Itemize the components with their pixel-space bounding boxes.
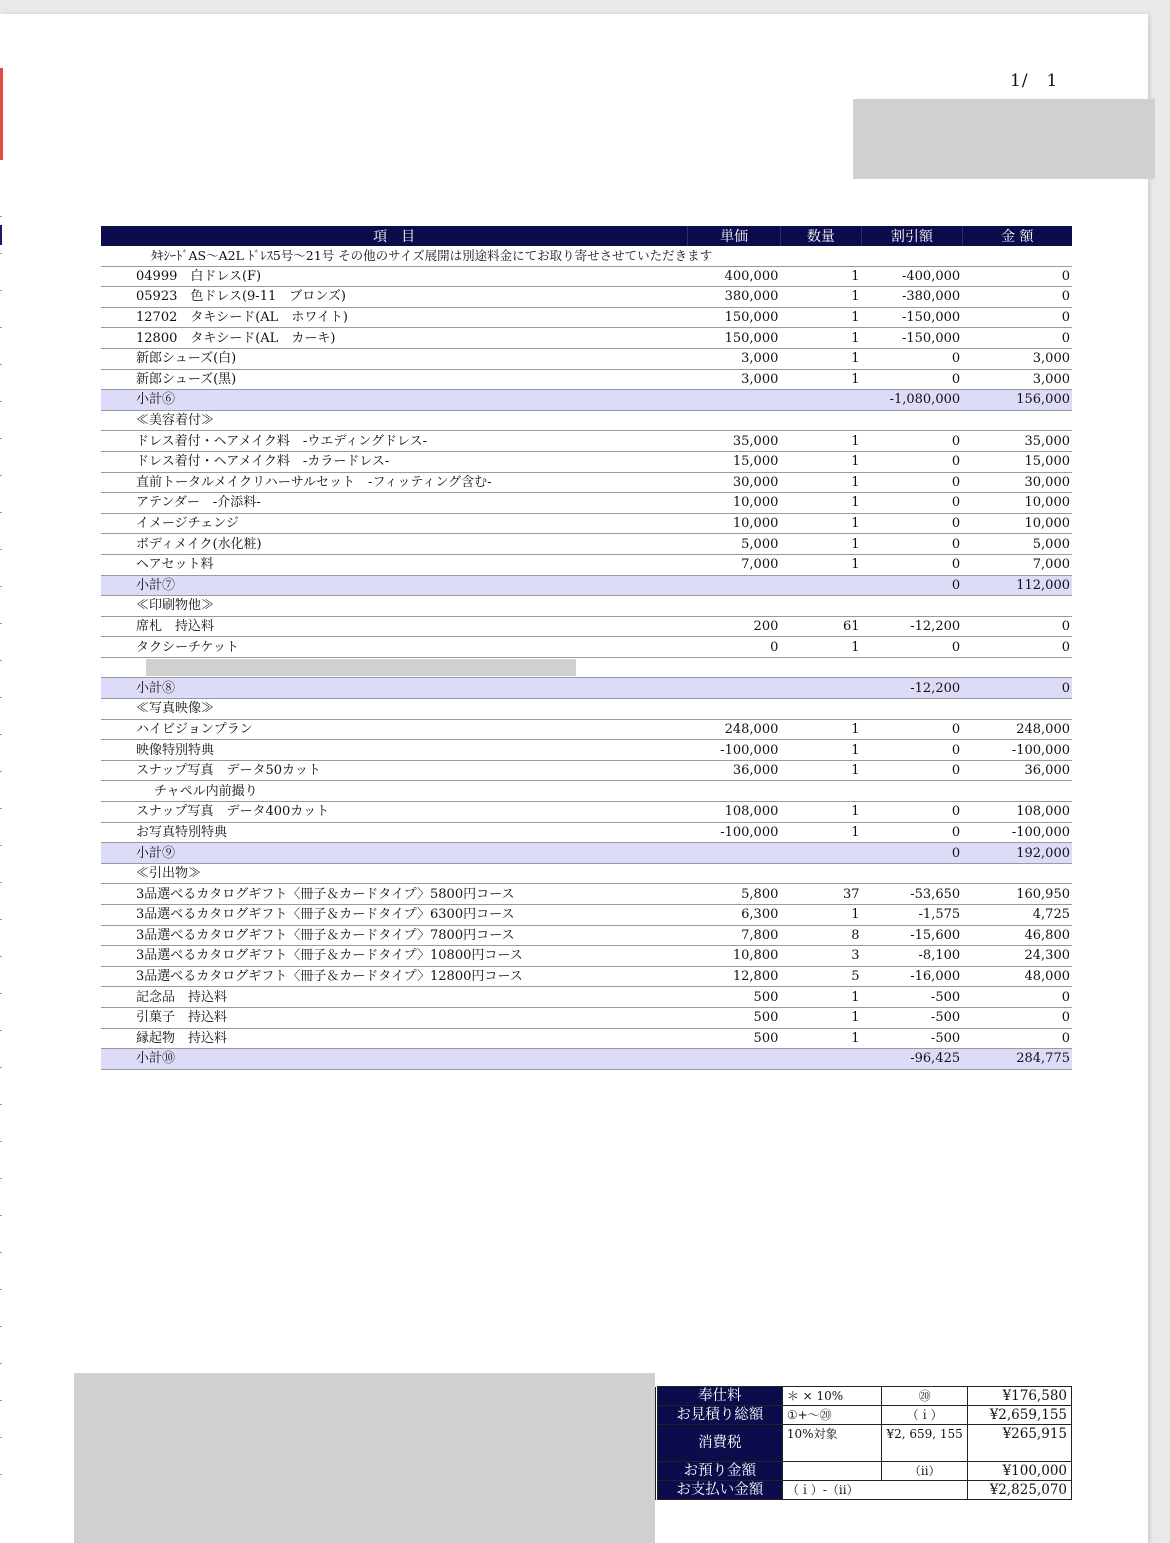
amount-cell: 5,000 — [962, 534, 1072, 555]
amount-cell: 15,000 — [962, 451, 1072, 472]
price-cell: 380,000 — [688, 287, 781, 308]
item-name-cell: 04999 白ドレス(F) — [101, 266, 688, 287]
qty-cell: 5 — [780, 966, 861, 987]
section-row — [101, 699, 1072, 720]
amount-cell: 10,000 — [962, 493, 1072, 514]
discount-cell: 0 — [862, 472, 963, 493]
qty-cell: 1 — [780, 431, 861, 452]
table-row — [101, 266, 1072, 287]
header-discount: 割引額 — [862, 226, 963, 246]
amount-cell: -100,000 — [962, 740, 1072, 761]
table-row — [101, 884, 1072, 905]
header-qty: 数量 — [780, 226, 861, 246]
price-cell — [688, 781, 781, 802]
qty-cell: 1 — [780, 1007, 861, 1028]
summary-row-service — [656, 1387, 1072, 1406]
item-name-cell: ヘアセット料 — [101, 554, 688, 575]
price-cell: 7,000 — [688, 554, 781, 575]
amount-cell — [962, 863, 1072, 884]
qty-cell: 1 — [780, 534, 861, 555]
amount-cell: 0 — [962, 637, 1072, 658]
qty-cell — [780, 575, 861, 596]
redacted-line — [146, 659, 576, 676]
service-value: ¥176,580 — [967, 1387, 1071, 1406]
subtotal-row — [101, 575, 1072, 596]
item-name-cell: 小計⑥ — [101, 390, 688, 411]
amount-cell: 108,000 — [962, 802, 1072, 823]
discount-cell: 0 — [862, 534, 963, 555]
payment-formula: （ｉ）-（ⅱ） — [782, 1481, 967, 1500]
amount-cell: 35,000 — [962, 431, 1072, 452]
discount-cell — [862, 410, 963, 431]
discount-cell — [862, 863, 963, 884]
item-name-cell: 12800 タキシード(AL カーキ) — [101, 328, 688, 349]
subnote-row — [101, 781, 1072, 802]
item-name-cell: スナップ写真 データ50カット — [101, 760, 688, 781]
price-cell: 150,000 — [688, 328, 781, 349]
payment-value: ¥2,825,070 — [967, 1481, 1071, 1500]
discount-cell: -500 — [862, 1007, 963, 1028]
discount-cell: -1,575 — [862, 905, 963, 926]
price-cell: 15,000 — [688, 451, 781, 472]
item-name-cell: ≪印刷物他≫ — [101, 596, 688, 617]
discount-cell — [862, 781, 963, 802]
item-name-cell: イメージチェンジ — [101, 513, 688, 534]
qty-cell: 1 — [780, 637, 861, 658]
discount-cell: 0 — [862, 760, 963, 781]
amount-cell: 156,000 — [962, 390, 1072, 411]
qty-cell — [780, 410, 861, 431]
amount-cell: 30,000 — [962, 472, 1072, 493]
item-name-cell: 縁起物 持込料 — [101, 1028, 688, 1049]
price-cell — [688, 596, 781, 617]
estimate-ref: （ｉ） — [882, 1406, 967, 1425]
price-cell: 200 — [688, 616, 781, 637]
amount-cell: 248,000 — [962, 719, 1072, 740]
deposit-label: お預り金額 — [657, 1462, 782, 1481]
table-row — [101, 760, 1072, 781]
qty-cell: 1 — [780, 905, 861, 926]
item-name-cell: スナップ写真 データ400カット — [101, 802, 688, 823]
discount-cell: 0 — [862, 554, 963, 575]
section-row — [101, 596, 1072, 617]
redacted-row — [101, 657, 1072, 678]
discount-cell: -150,000 — [862, 307, 963, 328]
discount-cell: -500 — [862, 987, 963, 1008]
item-name-cell: 3品選べるカタログギフト〈冊子＆カードタイプ〉6300円コース — [101, 905, 688, 926]
item-name-cell: アテンダー -介添料- — [101, 493, 688, 514]
discount-cell — [862, 699, 963, 720]
price-cell: 500 — [688, 1028, 781, 1049]
amount-cell: -100,000 — [962, 822, 1072, 843]
amount-cell: 0 — [962, 1007, 1072, 1028]
header-price: 単価 — [688, 226, 781, 246]
item-name-cell: 3品選べるカタログギフト〈冊子＆カードタイプ〉10800円コース — [101, 946, 688, 967]
price-cell: 108,000 — [688, 802, 781, 823]
table-row — [101, 822, 1072, 843]
subtotal-row — [101, 1049, 1072, 1070]
qty-cell — [780, 657, 861, 678]
discount-cell: -16,000 — [862, 966, 963, 987]
item-name-cell: 引菓子 持込料 — [101, 1007, 688, 1028]
amount-cell: 46,800 — [962, 925, 1072, 946]
qty-cell: 1 — [780, 554, 861, 575]
item-name-cell — [101, 657, 688, 678]
item-name-cell: ハイビジョンプラン — [101, 719, 688, 740]
discount-cell: 0 — [862, 451, 963, 472]
subtotal-row — [101, 843, 1072, 864]
table-row — [101, 946, 1072, 967]
qty-cell: 1 — [780, 472, 861, 493]
amount-cell: 4,725 — [962, 905, 1072, 926]
amount-cell: 284,775 — [962, 1049, 1072, 1070]
discount-cell: -1,080,000 — [862, 390, 963, 411]
price-cell: 35,000 — [688, 431, 781, 452]
price-cell — [688, 575, 781, 596]
table-row — [101, 987, 1072, 1008]
qty-cell: 1 — [780, 287, 861, 308]
discount-cell: 0 — [862, 513, 963, 534]
redacted-block-top — [853, 99, 1155, 179]
section-row — [101, 410, 1072, 431]
price-cell: 150,000 — [688, 307, 781, 328]
discount-cell: 0 — [862, 802, 963, 823]
price-cell: 248,000 — [688, 719, 781, 740]
payment-label: お支払い金額 — [657, 1481, 782, 1500]
estimate-table — [101, 226, 1072, 1070]
estimate-formula: ①+～⑳ — [782, 1406, 882, 1425]
qty-cell: 1 — [780, 740, 861, 761]
table-row — [101, 1028, 1072, 1049]
item-name-cell: ≪美容着付≫ — [101, 410, 688, 431]
price-cell — [688, 410, 781, 431]
discount-cell: -8,100 — [862, 946, 963, 967]
price-cell — [688, 1049, 781, 1070]
qty-cell: 1 — [780, 802, 861, 823]
item-name-cell: タクシーチケット — [101, 637, 688, 658]
item-name-cell: 小計⑧ — [101, 678, 688, 699]
amount-cell — [962, 657, 1072, 678]
discount-cell: -500 — [862, 1028, 963, 1049]
price-cell — [688, 657, 781, 678]
price-cell: -100,000 — [688, 822, 781, 843]
qty-cell: 1 — [780, 1028, 861, 1049]
stamp-mark — [0, 68, 3, 160]
item-name-cell: ドレス着付・ヘアメイク料 -ウエディングドレス- — [101, 431, 688, 452]
item-name-cell: ボディメイク(水化粧) — [101, 534, 688, 555]
discount-cell: -400,000 — [862, 266, 963, 287]
discount-cell: -12,200 — [862, 616, 963, 637]
price-cell: 500 — [688, 987, 781, 1008]
qty-cell: 1 — [780, 719, 861, 740]
price-cell — [688, 390, 781, 411]
qty-cell — [780, 596, 861, 617]
service-label: 奉仕料 — [657, 1387, 782, 1406]
discount-cell: -96,425 — [862, 1049, 963, 1070]
table-row — [101, 740, 1072, 761]
item-name-cell: ≪写真映像≫ — [101, 699, 688, 720]
discount-cell: -380,000 — [862, 287, 963, 308]
table-row — [101, 472, 1072, 493]
table-row — [101, 328, 1072, 349]
estimate-label: お見積り総額 — [657, 1406, 782, 1425]
amount-cell: 0 — [962, 287, 1072, 308]
price-cell: 0 — [688, 637, 781, 658]
item-name-cell: 12702 タキシード(AL ホワイト) — [101, 307, 688, 328]
qty-cell — [780, 390, 861, 411]
table-row — [101, 493, 1072, 514]
price-cell: 3,000 — [688, 369, 781, 390]
amount-cell: 3,000 — [962, 348, 1072, 369]
qty-cell: 1 — [780, 348, 861, 369]
tax-value: ¥265,915 — [967, 1425, 1071, 1462]
amount-cell: 0 — [962, 266, 1072, 287]
summary-row-payment — [656, 1481, 1072, 1500]
qty-cell: 1 — [780, 266, 861, 287]
table-row — [101, 513, 1072, 534]
amount-cell: 48,000 — [962, 966, 1072, 987]
item-name-cell: 小計⑩ — [101, 1049, 688, 1070]
price-cell: 500 — [688, 1007, 781, 1028]
discount-cell: -53,650 — [862, 884, 963, 905]
amount-cell: 0 — [962, 678, 1072, 699]
price-cell: 6,300 — [688, 905, 781, 926]
table-row — [101, 719, 1072, 740]
service-formula: ＊ × 10% — [782, 1387, 882, 1406]
item-name-cell: 直前トータルメイクリハーサルセット -フィッティング含む- — [101, 472, 688, 493]
table-row — [101, 348, 1072, 369]
qty-cell — [780, 699, 861, 720]
price-cell: 400,000 — [688, 266, 781, 287]
item-name-cell: 05923 色ドレス(9-11 ブロンズ) — [101, 287, 688, 308]
amount-cell — [962, 410, 1072, 431]
price-cell: 3,000 — [688, 348, 781, 369]
discount-cell: -12,200 — [862, 678, 963, 699]
tax-base: ¥2, 659, 155 — [882, 1425, 967, 1462]
price-cell — [688, 678, 781, 699]
amount-cell: 112,000 — [962, 575, 1072, 596]
price-cell: 10,000 — [688, 513, 781, 534]
amount-cell: 3,000 — [962, 369, 1072, 390]
margin-ticks — [0, 180, 2, 1480]
table-row — [101, 307, 1072, 328]
item-name-cell: 小計⑨ — [101, 843, 688, 864]
qty-cell — [780, 781, 861, 802]
summary-table — [655, 1386, 1072, 1500]
amount-cell: 10,000 — [962, 513, 1072, 534]
amount-cell: 160,950 — [962, 884, 1072, 905]
item-name-cell: お写真特別特典 — [101, 822, 688, 843]
discount-cell: 0 — [862, 843, 963, 864]
discount-cell — [862, 596, 963, 617]
deposit-ref: （ⅱ） — [882, 1462, 967, 1481]
section-row — [101, 863, 1072, 884]
amount-cell: 0 — [962, 307, 1072, 328]
table-row — [101, 369, 1072, 390]
amount-cell — [962, 596, 1072, 617]
page-number: 1/ 1 — [1010, 71, 1059, 91]
amount-cell: 0 — [962, 1028, 1072, 1049]
qty-cell: 8 — [780, 925, 861, 946]
table-row — [101, 802, 1072, 823]
amount-cell: 24,300 — [962, 946, 1072, 967]
qty-cell: 1 — [780, 369, 861, 390]
discount-cell: 0 — [862, 740, 963, 761]
table-row — [101, 451, 1072, 472]
discount-cell: -15,600 — [862, 925, 963, 946]
table-row — [101, 966, 1072, 987]
table-row — [101, 534, 1072, 555]
size-note: ﾀｷｼｰﾄﾞAS～A2L ﾄﾞﾚｽ5号～21号 その他のサイズ展開は別途料金にてお取り寄せさせていただきます — [101, 246, 1072, 266]
discount-cell: 0 — [862, 719, 963, 740]
price-cell: 5,800 — [688, 884, 781, 905]
qty-cell: 1 — [780, 513, 861, 534]
subtotal-row — [101, 678, 1072, 699]
table-row — [101, 287, 1072, 308]
item-name-cell: 新郎シューズ(黒) — [101, 369, 688, 390]
summary-row-tax — [656, 1425, 1072, 1462]
item-name-cell: 小計⑦ — [101, 575, 688, 596]
tax-formula: 10%対象 — [782, 1425, 882, 1462]
amount-cell: 192,000 — [962, 843, 1072, 864]
table-row — [101, 616, 1072, 637]
item-name-cell: 映像特別特典 — [101, 740, 688, 761]
discount-cell: 0 — [862, 369, 963, 390]
item-name-cell: 3品選べるカタログギフト〈冊子＆カードタイプ〉7800円コース — [101, 925, 688, 946]
discount-cell: 0 — [862, 575, 963, 596]
redacted-block-bottom — [74, 1373, 655, 1543]
subtotal-row — [101, 390, 1072, 411]
table-row — [101, 431, 1072, 452]
estimate-value: ¥2,659,155 — [967, 1406, 1071, 1425]
price-cell — [688, 863, 781, 884]
amount-cell — [962, 699, 1072, 720]
qty-cell — [780, 843, 861, 864]
table-header-row — [101, 226, 1072, 246]
item-name-cell: 記念品 持込料 — [101, 987, 688, 1008]
table-row — [101, 925, 1072, 946]
deposit-value: ¥100,000 — [967, 1462, 1071, 1481]
qty-cell: 3 — [780, 946, 861, 967]
price-cell: 36,000 — [688, 760, 781, 781]
qty-cell: 1 — [780, 760, 861, 781]
qty-cell: 37 — [780, 884, 861, 905]
qty-cell — [780, 863, 861, 884]
price-cell — [688, 843, 781, 864]
qty-cell: 1 — [780, 451, 861, 472]
item-name-cell: 3品選べるカタログギフト〈冊子＆カードタイプ〉12800円コース — [101, 966, 688, 987]
summary-row-deposit — [656, 1462, 1072, 1481]
qty-cell: 61 — [780, 616, 861, 637]
qty-cell: 1 — [780, 328, 861, 349]
price-cell — [688, 699, 781, 720]
note-row — [101, 246, 1072, 266]
amount-cell: 0 — [962, 987, 1072, 1008]
qty-cell — [780, 678, 861, 699]
item-name-cell: ≪引出物≫ — [101, 863, 688, 884]
table-row — [101, 1007, 1072, 1028]
item-name-cell: チャペル内前撮り — [101, 781, 688, 802]
service-ref: ⑳ — [882, 1387, 967, 1406]
qty-cell — [780, 1049, 861, 1070]
qty-cell: 1 — [780, 493, 861, 514]
table-row — [101, 905, 1072, 926]
amount-cell: 0 — [962, 328, 1072, 349]
discount-cell: -150,000 — [862, 328, 963, 349]
discount-cell — [862, 657, 963, 678]
summary-row-estimate — [656, 1406, 1072, 1425]
amount-cell: 36,000 — [962, 760, 1072, 781]
header-amount: 金 額 — [962, 226, 1072, 246]
table-row — [101, 637, 1072, 658]
price-cell: 10,800 — [688, 946, 781, 967]
amount-cell: 0 — [962, 616, 1072, 637]
price-cell: 7,800 — [688, 925, 781, 946]
table-row — [101, 554, 1072, 575]
tax-label: 消費税 — [657, 1425, 782, 1462]
discount-cell: 0 — [862, 431, 963, 452]
header-item: 項 目 — [101, 226, 688, 246]
discount-cell: 0 — [862, 822, 963, 843]
qty-cell: 1 — [780, 822, 861, 843]
discount-cell: 0 — [862, 348, 963, 369]
discount-cell: 0 — [862, 493, 963, 514]
amount-cell — [962, 781, 1072, 802]
qty-cell: 1 — [780, 307, 861, 328]
item-name-cell: 3品選べるカタログギフト〈冊子＆カードタイプ〉5800円コース — [101, 884, 688, 905]
discount-cell: 0 — [862, 637, 963, 658]
price-cell: 12,800 — [688, 966, 781, 987]
price-cell: 10,000 — [688, 493, 781, 514]
price-cell: 30,000 — [688, 472, 781, 493]
amount-cell: 7,000 — [962, 554, 1072, 575]
item-name-cell: 新郎シューズ(白) — [101, 348, 688, 369]
price-cell: -100,000 — [688, 740, 781, 761]
qty-cell: 1 — [780, 987, 861, 1008]
item-name-cell: 席札 持込料 — [101, 616, 688, 637]
item-name-cell: ドレス着付・ヘアメイク料 -カラードレス- — [101, 451, 688, 472]
price-cell: 5,000 — [688, 534, 781, 555]
